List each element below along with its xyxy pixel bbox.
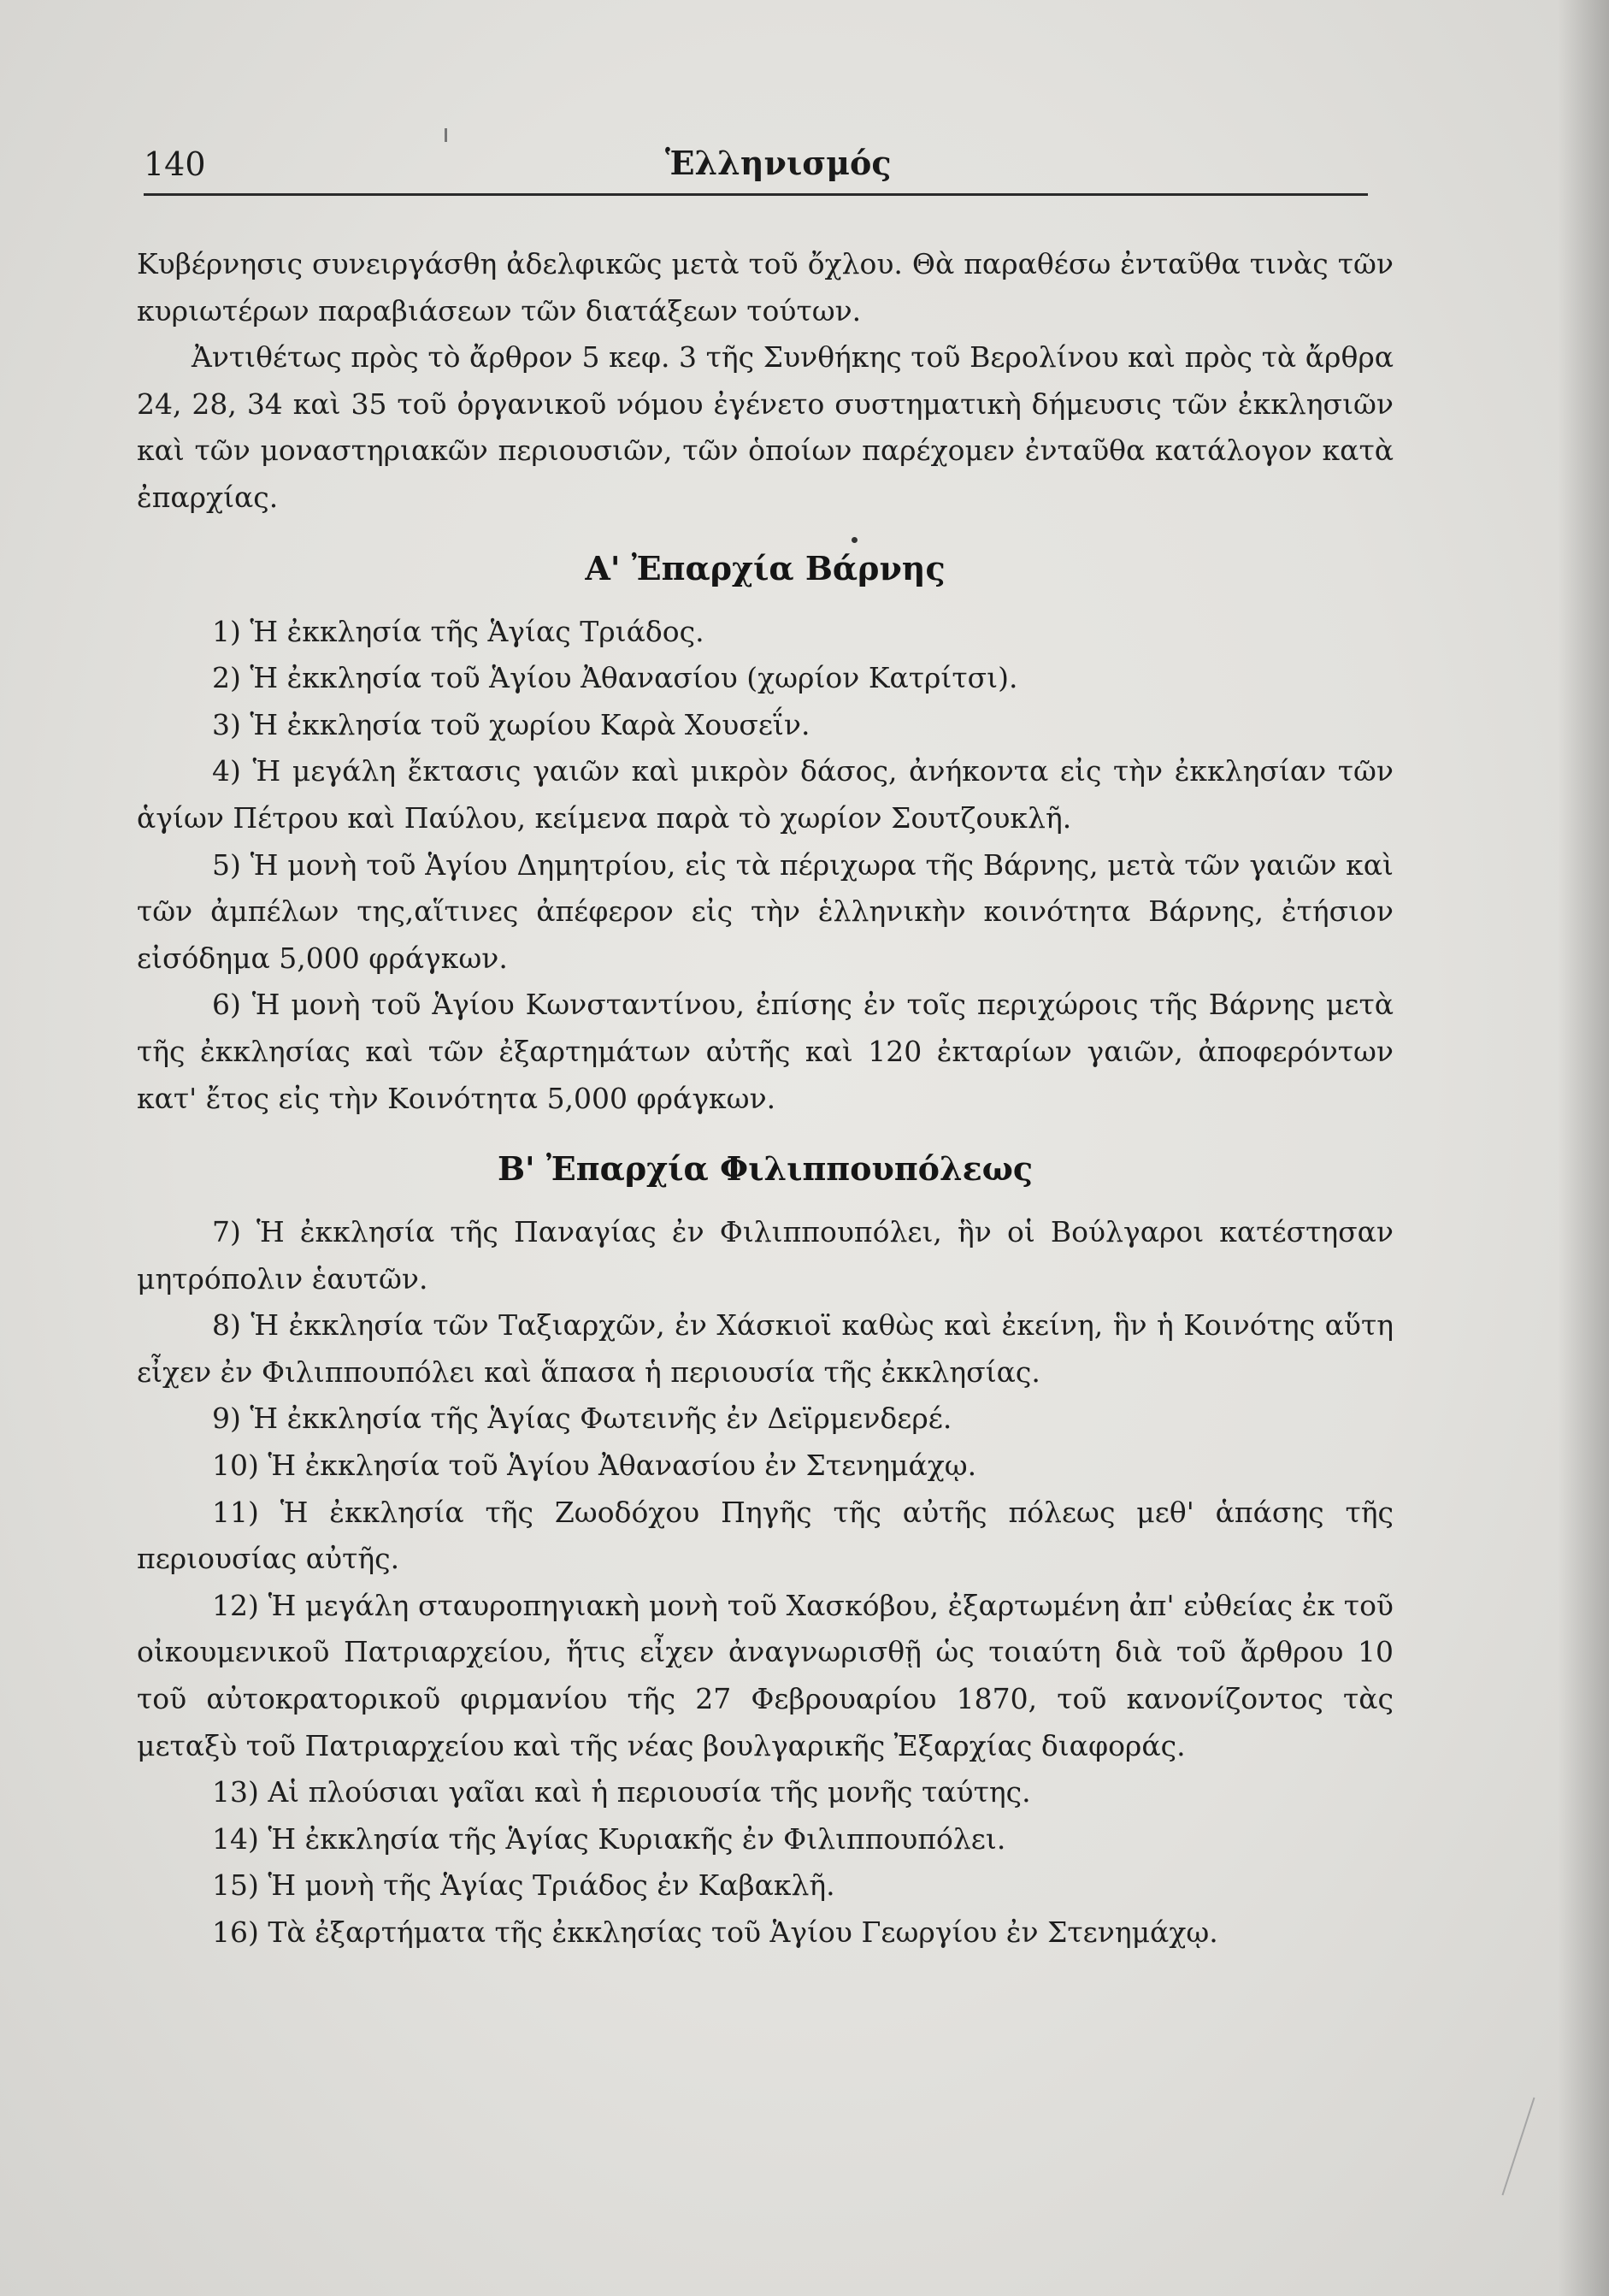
list-item: 10) Ἡ ἐκκλησία τοῦ Ἁγίου Ἀθανασίου ἐν Στενημάχῳ. [212, 1449, 977, 1483]
intro-paragraph-1: Κυβέρνησις συνειργάσθη ἀδελφικῶς μετὰ τοῦ ὄχλου. Θὰ παραθέσω ἐνταῦθα τινὰς τῶν κυριωτέρων παραβιάσεων τῶν διατάξεων τούτων. [137, 247, 1394, 328]
list-item: 12) Ἡ μεγάλη σταυροπηγιακὴ μονὴ τοῦ Χασκόβου, ἐξαρτωμένη ἀπ' εὐθείας ἐκ τοῦ οἰκουμενικοῦ Πατριαρχείου, ἥτις εἶχεν ἀναγνωρισθῇ ὡς τοιαύτη διὰ τοῦ ἄρθρου 10 τοῦ αὐτοκρατορικοῦ φιρμανίου τῆς 27 Φεβρουαρίου 1870, τοῦ κανονίζοντος τὰς μεταξὺ τοῦ Πατριαρχείου καὶ τῆς νέας βουλγαρικῆς Ἐξαρχίας διαφοράς. [137, 1588, 1394, 1762]
page-speck [852, 537, 858, 543]
page-number: 140 [144, 145, 206, 183]
page-scratch [1502, 2098, 1535, 2196]
section-heading-varna: Α' Ἐπαρχία Βάρνης [585, 548, 946, 587]
list-item: 3) Ἡ ἐκκλησία τοῦ χωρίου Καρὰ Χουσεΐν. [212, 707, 810, 741]
page-body [137, 241, 1394, 1957]
list-item: 11) Ἡ ἐκκλησία τῆς Ζωοδόχου Πηγῆς τῆς αὐτῆς πόλεως μεθ' ἁπάσης τῆς περιουσίας αὐτῆς. [137, 1495, 1394, 1576]
list-item: 6) Ἡ μονὴ τοῦ Ἁγίου Κωνσταντίνου, ἐπίσης ἐν τοῖς περιχώροις τῆς Βάρνης μετὰ τῆς ἐκκλησίας καὶ τῶν ἐξαρτημάτων αὐτῆς καὶ 120 ἐκταρίων γαιῶν, ἀποφερόντων κατ' ἔτος εἰς τὴν Κοινότητα 5,000 φράγκων. [137, 988, 1394, 1115]
section-heading-philippopolis: Β' Ἐπαρχία Φιλιππουπόλεως [497, 1149, 1034, 1189]
page-speck [445, 128, 447, 142]
list-item: 8) Ἡ ἐκκλησία τῶν Ταξιαρχῶν, ἐν Χάσκιοϊ καθὼς καὶ ἐκείνη, ἣν ἡ Κοινότης αὕτη εἶχεν ἐν Φιλιππουπόλει καὶ ἅπασα ἡ περιουσία τῆς ἐκκλησίας. [137, 1308, 1394, 1389]
list-item: 1) Ἡ ἐκκλησία τῆς Ἁγίας Τριάδος. [212, 614, 704, 648]
header-rule [144, 193, 1368, 196]
list-item: 16) Τὰ ἐξαρτήματα τῆς ἐκκλησίας τοῦ Ἁγίου Γεωργίου ἐν Στενημάχῳ. [212, 1915, 1218, 1949]
running-title: Ἑλληνισμός [665, 144, 892, 182]
list-item: 7) Ἡ ἐκκλησία τῆς Παναγίας ἐν Φιλιππουπόλει, ἣν οἱ Βούλγαροι κατέστησαν μητρόπολιν ἑαυτῶν. [137, 1215, 1394, 1296]
intro-paragraph-2: Ἀντιθέτως πρὸς τὸ ἄρθρον 5 κεφ. 3 τῆς Συνθήκης τοῦ Βερολίνου καὶ πρὸς τὰ ἄρθρα 24, 28, 34 καὶ 35 τοῦ ὀργανικοῦ νόμου ἐγένετο συστηματικὴ δήμευσις τῶν ἐκκλησιῶν καὶ τῶν μοναστηριακῶν περιουσιῶν, τῶν ὁποίων παρέχομεν ἐνταῦθα κατάλογον κατὰ ἐπαρχίας. [137, 340, 1394, 514]
page-header [144, 145, 1368, 197]
list-item: 15) Ἡ μονὴ τῆς Ἁγίας Τριάδος ἐν Καβακλῆ. [212, 1868, 835, 1903]
list-item: 9) Ἡ ἐκκλησία τῆς Ἁγίας Φωτεινῆς ἐν Δεϊρμενδερέ. [212, 1402, 952, 1436]
list-item: 14) Ἡ ἐκκλησία τῆς Ἁγίας Κυριακῆς ἐν Φιλιππουπόλει. [212, 1821, 1006, 1856]
list-item: 13) Αἱ πλούσιαι γαῖαι καὶ ἡ περιουσία τῆς μονῆς ταύτης. [212, 1775, 1031, 1809]
list-item: 5) Ἡ μονὴ τοῦ Ἁγίου Δημητρίου, εἰς τὰ πέριχωρα τῆς Βάρνης, μετὰ τῶν γαιῶν καὶ τῶν ἀμπέλων της,αἵτινες ἀπέφερον εἰς τὴν ἑλληνικὴν κοινότητα Βάρνης, ἐτήσιον εἰσόδημα 5,000 φράγκων. [137, 847, 1394, 975]
list-item: 4) Ἡ μεγάλη ἔκτασις γαιῶν καὶ μικρὸν δάσος, ἀνήκοντα εἰς τὴν ἐκκλησίαν τῶν ἁγίων Πέτρου καὶ Παύλου, κείμενα παρὰ τὸ χωρίον Σουτζουκλῆ. [137, 754, 1394, 835]
list-item: 2) Ἡ ἐκκλησία τοῦ Ἁγίου Ἀθανασίου (χωρίον Κατρίτσι). [212, 661, 1018, 695]
